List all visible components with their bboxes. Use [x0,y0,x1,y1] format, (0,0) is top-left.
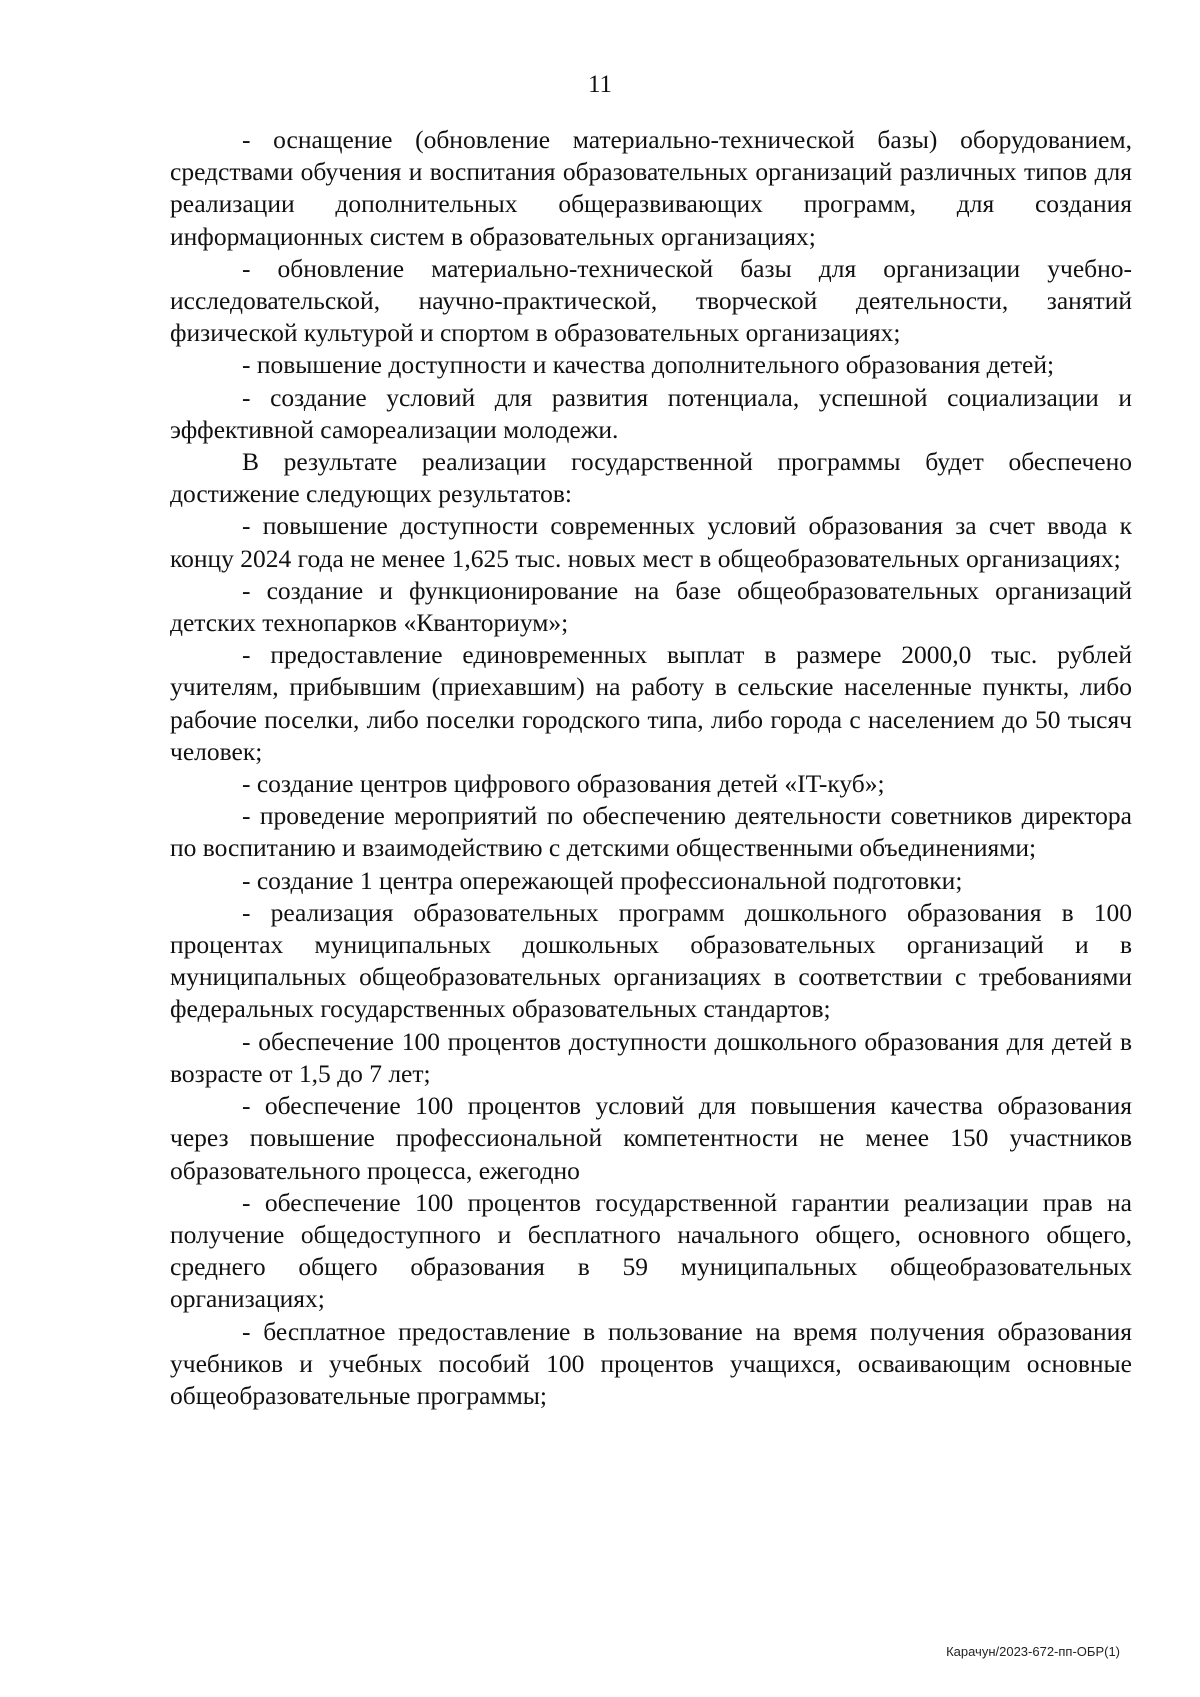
paragraph: - повышение доступности современных условий образования за счет ввода к концу 2024 года не менее 1,625 тыс. новых мест в общеобразовательных организациях; [170,511,1132,573]
page-number: 11 [587,71,613,98]
paragraph: - повышение доступности и качества дополнительного образования детей; [242,350,1055,380]
paragraph: - создание условий для развития потенциала, успешной социализации и эффективной самореализации молодежи. [170,382,1132,444]
paragraph: - создание и функционирование на базе общеобразовательных организаций детских технопарков «Кванториум»; [170,575,1132,638]
paragraph: - обновление материально-технической базы для организации учебно-исследовательской, научно-практической, творческой деятельности, занятий физической культурой и спортом в образовательных организациях; [170,253,1132,348]
paragraph: - бесплатное предоставление в пользование на время получения образования учебников и учебных пособий 100 процентов учащихся, осваивающим основные общеобразовательные программы; [170,1316,1132,1410]
paragraph: - обеспечение 100 процентов доступности дошкольного образования для детей в возрасте от 1,5 до 7 лет; [170,1026,1132,1088]
paragraph: - проведение мероприятий по обеспечению деятельности советников директора по воспитанию и взаимодействию с детскими общественными объединениями; [170,801,1132,863]
paragraph: - создание центров цифрового образования детей «IT-куб»; [242,769,885,799]
paragraph: - обеспечение 100 процентов государственной гарантии реализации прав на получение общедоступного и бесплатного начального общего, основного общего, среднего общего образования в 59 муниципальных общеобразовательных организациях; [170,1187,1132,1314]
paragraph: В результате реализации государственной программы будет обеспечено достижение следующих результатов: [170,447,1132,509]
paragraph: - реализация образовательных программ дошкольного образования в 100 процентах муниципальных дошкольных образовательных организаций и в муниципальных общеобразовательных организациях в соответствии с требованиями федеральных государственных образовательных стандартов; [170,897,1132,1024]
footer-document-code: Карачун/2023-672-пп-ОБР(1) [946,1644,1120,1659]
paragraph: - оснащение (обновление материально-технической базы) оборудованием, средствами обучения и воспитания образовательных организаций различных типов для реализации дополнительных общеразвивающих программ, для создания информационных систем в образовательных организациях; [170,125,1132,251]
document-body [170,124,1132,1412]
paragraph: - создание 1 центра опережающей профессиональной подготовки; [242,865,963,895]
paragraph: - предоставление единовременных выплат в размере 2000,0 тыс. рублей учителям, прибывшим (приехавшим) на работу в сельские населенные пункты, либо рабочие поселки, либо поселки городского типа, либо города с населением до 50 тысяч человек; [170,640,1132,766]
paragraph: - обеспечение 100 процентов условий для повышения качества образования через повышение профессиональной компетентности не менее 150 участников образовательного процесса, ежегодно [170,1091,1132,1185]
